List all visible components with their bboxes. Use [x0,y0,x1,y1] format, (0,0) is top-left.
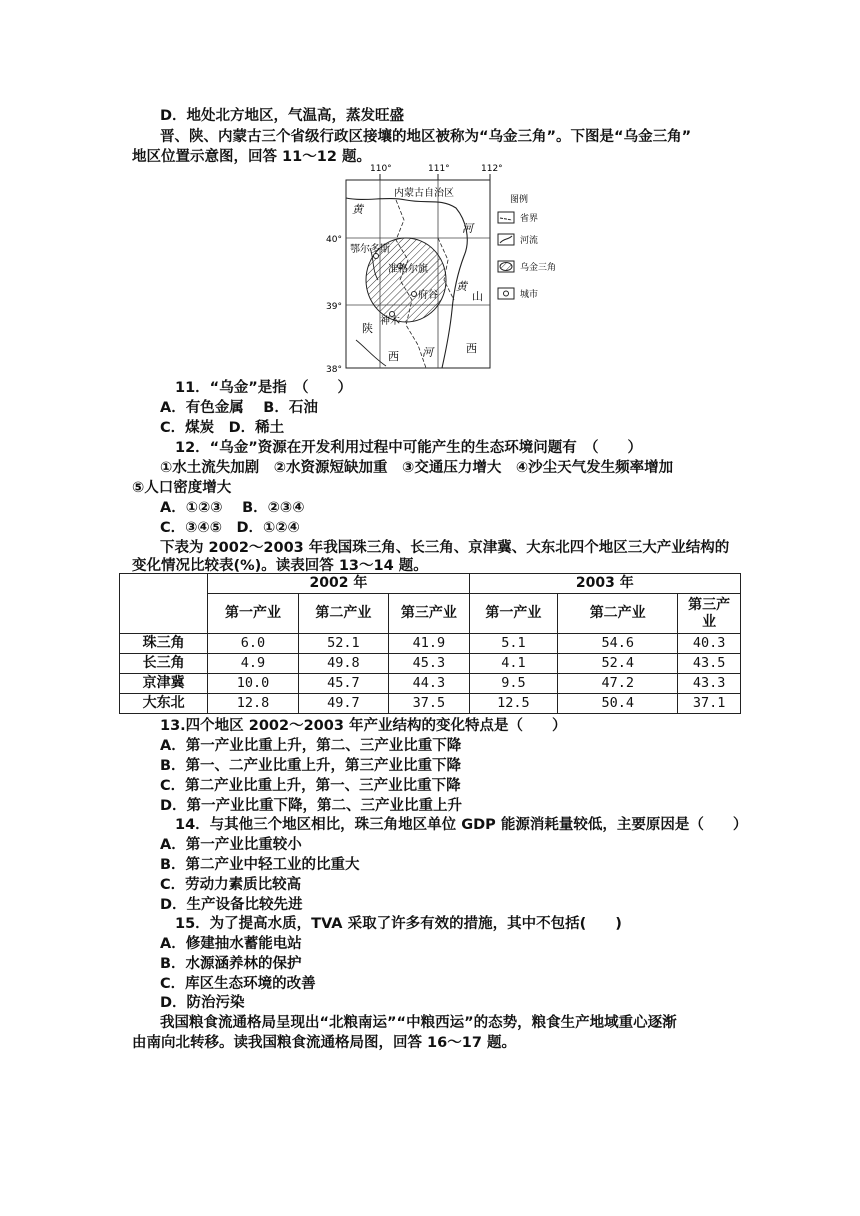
q15-stem: 15．为了提高水质，TVA 采取了许多有效的措施，其中不包括( ) [175,916,622,932]
value-cell: 4.9 [208,654,298,674]
option-d-previous: D．地处北方地区，气温高，蒸发旺盛 [160,108,405,124]
value-cell: 45.3 [389,654,470,674]
label-fugu: 府谷 [418,290,438,301]
value-cell: 10.0 [208,674,298,694]
lon-111: 111° [428,164,450,174]
value-cell: 37.5 [389,694,470,714]
region-cell: 长三角 [120,654,208,674]
header-2003-primary: 第一产业 [469,594,557,634]
label-he2: 河 [422,346,433,359]
table-row [120,674,741,694]
legend-border: 省界 [520,214,539,224]
value-cell: 41.9 [389,634,470,654]
q13-opt-d: D．第一产业比重下降，第二、三产业比重上升 [160,798,463,814]
q14-opt-b: B．第二产业中轻工业的比重大 [160,857,360,873]
q11-opt-ab: A．有色金属 B．石油 [160,400,318,416]
value-cell: 50.4 [558,694,678,714]
value-cell: 49.7 [298,694,388,714]
label-erdos: 鄂尔多斯 [350,244,390,255]
year-2002: 2002 年 [208,574,469,594]
q12-stem: 12．“乌金”资源在开发利用过程中可能产生的生态环境问题有 （ ） [175,440,642,456]
q12-opt-ab: A．①②③ B．②③④ [160,500,305,516]
value-cell: 49.8 [298,654,388,674]
river-west-2 [356,340,386,366]
value-cell: 12.5 [469,694,557,714]
label-xi2: 西 [466,342,477,355]
q12-line3: ⑤人口密度增大 [132,480,232,496]
legend-river: 河流 [520,236,539,246]
lon-110: 110° [370,164,392,174]
lat-40: 40° [326,235,342,245]
value-cell: 12.8 [208,694,298,714]
q11-opt-cd: C．煤炭 D．稀土 [160,420,285,436]
value-cell: 52.4 [558,654,678,674]
q15-opt-a: A．修建抽水蓄能电站 [160,936,302,952]
lon-112: 112° [481,164,503,174]
corner-cell [120,574,208,634]
q13-opt-c: C．第二产业比重上升，第一、三产业比重下降 [160,778,461,794]
label-shan2: 山 [472,290,483,303]
value-cell: 6.0 [208,634,298,654]
value-cell: 9.5 [469,674,557,694]
region-cell: 珠三角 [120,634,208,654]
header-2003-secondary: 第二产业 [558,594,678,634]
value-cell: 4.1 [469,654,557,674]
intro-11-12-line2: 地区位置示意图，回答 11～12 题。 [132,149,371,165]
label-shenmu: 神木 [380,316,400,327]
q12-opt-cd: C．③④⑤ D．①②④ [160,520,300,536]
year-2003: 2003 年 [469,574,740,594]
q11-stem: 11．“乌金”是指 （ ） [175,380,352,396]
region-cell: 京津冀 [120,674,208,694]
label-xi1: 西 [388,350,399,363]
q13-opt-b: B．第一、二产业比重上升，第三产业比重下降 [160,758,462,774]
value-cell: 5.1 [469,634,557,654]
q14-opt-c: C．劳动力素质比较高 [160,877,302,893]
label-zgeq: 准格尔旗 [388,264,428,275]
value-cell: 54.6 [558,634,678,654]
value-cell: 52.1 [298,634,388,654]
header-2003-tertiary: 第三产业 [678,594,741,634]
q15-opt-c: C．库区生态环境的改善 [160,976,316,992]
value-cell: 43.5 [678,654,741,674]
label-nmg: 内蒙古自治区 [394,188,454,199]
legend-wujin: 乌金三角 [520,263,556,273]
label-huang1: 黄 [352,203,363,216]
q12-line2: ①水土流失加剧 ②水资源短缺加重 ③交通压力增大 ④沙尘天气发生频率增加 [160,460,674,476]
label-shan1: 陕 [362,322,373,335]
value-cell: 47.2 [558,674,678,694]
value-cell: 40.3 [678,634,741,654]
table-row [120,654,741,674]
wujin-triangle-map [326,160,556,378]
q14-opt-a: A．第一产业比重较小 [160,837,302,853]
value-cell: 43.3 [678,674,741,694]
city-fugu [412,292,417,297]
header-2002-secondary: 第二产业 [298,594,388,634]
region-cell: 大东北 [120,694,208,714]
label-he1: 河 [462,222,473,235]
q15-opt-b: B．水源涵养林的保护 [160,956,302,972]
header-2002-tertiary: 第三产业 [389,594,470,634]
intro-16-17-line1: 我国粮食流通格局呈现出“北粮南运”“中粮西运”的态势，粮食生产地域重心逐渐 [160,1015,677,1031]
value-cell: 37.1 [678,694,741,714]
value-cell: 45.7 [298,674,388,694]
legend-title: 图例 [510,195,529,205]
industry-structure-table [119,573,741,714]
lat-38: 38° [326,365,342,375]
header-2002-primary: 第一产业 [208,594,298,634]
intro-13-14-line1: 下表为 2002～2003 年我国珠三角、长三角、京津冀、大东北四个地区三大产业结构的 [160,540,730,556]
value-cell: 44.3 [389,674,470,694]
label-huang2: 黄 [456,280,467,293]
q13-stem: 13.四个地区 2002～2003 年产业结构的变化特点是（ ） [160,718,567,734]
intro-11-12-line1: 晋、陕、内蒙古三个省级行政区接壤的地区被称为“乌金三角”。下图是“乌金三角” [160,129,692,145]
q15-opt-d: D．防治污染 [160,995,245,1011]
table-row [120,634,741,654]
intro-13-14-line2: 变化情况比较表(%)。读表回答 13～14 题。 [132,558,428,574]
lat-39: 39° [326,302,342,312]
intro-16-17-line2: 由南向北转移。读我国粮食流通格局图，回答 16～17 题。 [132,1035,516,1051]
table-row [120,694,741,714]
q13-opt-a: A．第一产业比重上升，第二、三产业比重下降 [160,738,462,754]
q14-stem: 14．与其他三个地区相比，珠三角地区单位 GDP 能源消耗量较低，主要原因是（ ） [175,817,748,833]
legend-city: 城市 [520,290,539,300]
q14-opt-d: D．生产设备比较先进 [160,897,303,913]
